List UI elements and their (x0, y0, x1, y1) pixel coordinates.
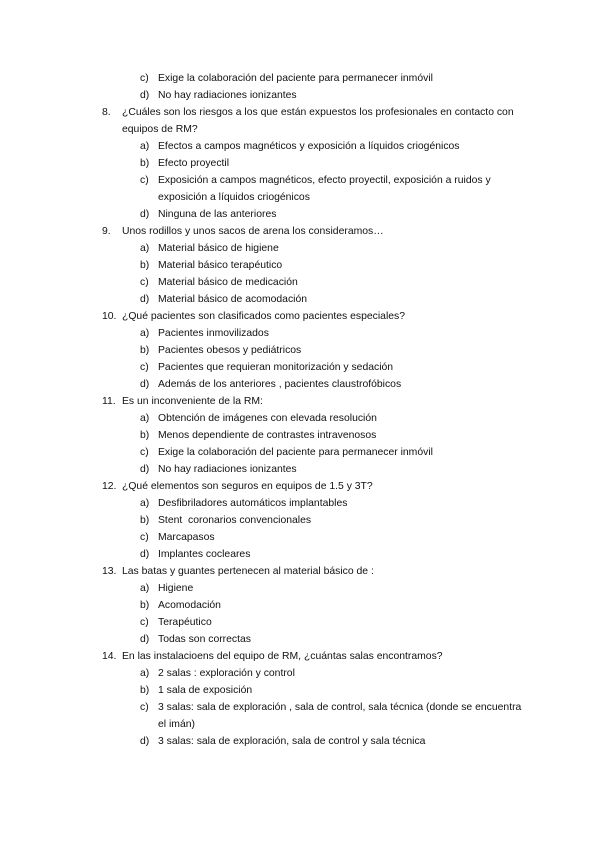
question-number: 10. (102, 311, 117, 322)
option-item (102, 580, 522, 597)
option-item (102, 529, 522, 546)
option-letter: c) (140, 277, 149, 288)
option-letter: a) (140, 668, 150, 679)
option-text: No hay radiaciones ionizantes (158, 90, 297, 101)
option-letter: a) (140, 328, 150, 339)
option-letter: b) (140, 430, 150, 441)
option-text: Exige la colaboración del paciente para permanecer inmóvil (158, 73, 433, 84)
option-text: 3 salas: sala de exploración, sala de control y sala técnica (158, 736, 426, 747)
option-text: Material básico terapéutico (158, 260, 283, 271)
option-item (102, 546, 522, 563)
option-item (102, 155, 522, 172)
option-item (102, 665, 522, 682)
question-item (102, 478, 522, 495)
option-letter: c) (140, 362, 149, 373)
option-letter: d) (140, 634, 150, 645)
option-item (102, 376, 522, 393)
question-item (102, 563, 522, 580)
option-item (102, 614, 522, 631)
option-letter: b) (140, 685, 150, 696)
question-item (102, 393, 522, 410)
option-letter: a) (140, 498, 150, 509)
option-text: No hay radiaciones ionizantes (158, 464, 297, 475)
option-letter: c) (140, 175, 149, 186)
question-text: Es un inconveniente de la RM: (122, 396, 263, 407)
option-text: Marcapasos (158, 532, 215, 543)
option-letter: b) (140, 600, 150, 611)
option-text: Stent coronarios convencionales (158, 515, 312, 526)
option-text: Pacientes que requieran monitorización y sedación (158, 362, 394, 373)
option-letter: b) (140, 345, 150, 356)
option-letter: d) (140, 294, 150, 305)
option-letter: d) (140, 209, 150, 220)
question-number: 8. (102, 107, 111, 118)
option-item (102, 359, 522, 376)
option-item (102, 597, 522, 614)
question-text: ¿Qué elementos son seguros en equipos de 1.5 y 3T? (122, 481, 373, 492)
option-text: Pacientes inmovilizados (158, 328, 269, 339)
option-letter: c) (140, 73, 149, 84)
option-item (102, 172, 522, 206)
question-item (102, 223, 522, 240)
option-letter: d) (140, 379, 150, 390)
option-item (102, 495, 522, 512)
option-text: 1 sala de exposición (158, 685, 253, 696)
option-item (102, 699, 522, 733)
question-item (102, 308, 522, 325)
question-number: 12. (102, 481, 117, 492)
option-text: Material básico de medicación (158, 277, 298, 288)
option-text: Menos dependiente de contrastes intravenosos (158, 430, 377, 441)
option-text: Desfibriladores automáticos implantables (158, 498, 348, 509)
option-letter: d) (140, 549, 150, 560)
question-text: ¿Qué pacientes son clasificados como pacientes especiales? (122, 311, 406, 322)
option-text: Además de los anteriores , pacientes claustrofóbicos (158, 379, 402, 390)
option-item (102, 206, 522, 223)
option-letter: d) (140, 736, 150, 747)
option-text: Ninguna de las anteriores (158, 209, 277, 220)
option-item (102, 257, 522, 274)
option-text: Material básico de higiene (158, 243, 279, 254)
option-item (102, 512, 522, 529)
question-text: En las instalacioens del equipo de RM, ¿cuántas salas encontramos? (122, 651, 443, 662)
question-number: 13. (102, 566, 117, 577)
question-number: 14. (102, 651, 117, 662)
option-letter: d) (140, 464, 150, 475)
option-text: Exposición a campos magnéticos, efecto proyectil, exposición a ruidos y exposición a líquidos criogénicos (158, 175, 491, 203)
option-item (102, 427, 522, 444)
option-text: Implantes cocleares (158, 549, 251, 560)
question-text: Las batas y guantes pertenecen al material básico de : (122, 566, 374, 577)
option-letter: b) (140, 158, 150, 169)
option-text: Efecto proyectil (158, 158, 230, 169)
option-text: Efectos a campos magnéticos y exposición a líquidos criogénicos (158, 141, 460, 152)
option-text: Pacientes obesos y pediátricos (158, 345, 302, 356)
option-text: 2 salas : exploración y control (158, 668, 295, 679)
option-item (102, 444, 522, 461)
option-item (102, 342, 522, 359)
option-item (102, 87, 522, 104)
question-number: 9. (102, 226, 111, 237)
question-list (102, 70, 522, 750)
option-letter: a) (140, 413, 150, 424)
option-letter: c) (140, 617, 149, 628)
option-letter: c) (140, 447, 149, 458)
option-letter: c) (140, 532, 149, 543)
option-text: Terapéutico (158, 617, 212, 628)
option-item (102, 138, 522, 155)
option-item (102, 410, 522, 427)
option-text: Obtención de imágenes con elevada resolución (158, 413, 377, 424)
option-item (102, 70, 522, 87)
option-text: 3 salas: sala de exploración , sala de control, sala técnica (donde se encuentra el imán) (158, 702, 522, 730)
option-item (102, 325, 522, 342)
question-item (102, 104, 522, 138)
option-letter: a) (140, 583, 150, 594)
option-item (102, 733, 522, 750)
question-text: ¿Cuáles son los riesgos a los que están expuestos los profesionales en contacto con equipos de RM? (122, 107, 514, 135)
option-text: Higiene (158, 583, 194, 594)
option-letter: d) (140, 90, 150, 101)
option-item (102, 240, 522, 257)
option-letter: a) (140, 141, 150, 152)
option-item (102, 274, 522, 291)
option-item (102, 291, 522, 308)
question-item (102, 648, 522, 665)
option-letter: c) (140, 702, 149, 713)
option-letter: a) (140, 243, 150, 254)
option-text: Todas son correctas (158, 634, 251, 645)
option-item (102, 682, 522, 699)
option-text: Exige la colaboración del paciente para permanecer inmóvil (158, 447, 433, 458)
option-letter: b) (140, 260, 150, 271)
question-number: 11. (102, 396, 116, 407)
option-item (102, 631, 522, 648)
option-text: Acomodación (158, 600, 221, 611)
question-text: Unos rodillos y unos sacos de arena los consideramos… (122, 226, 384, 237)
option-item (102, 461, 522, 478)
option-text: Material básico de acomodación (158, 294, 308, 305)
option-letter: b) (140, 515, 150, 526)
